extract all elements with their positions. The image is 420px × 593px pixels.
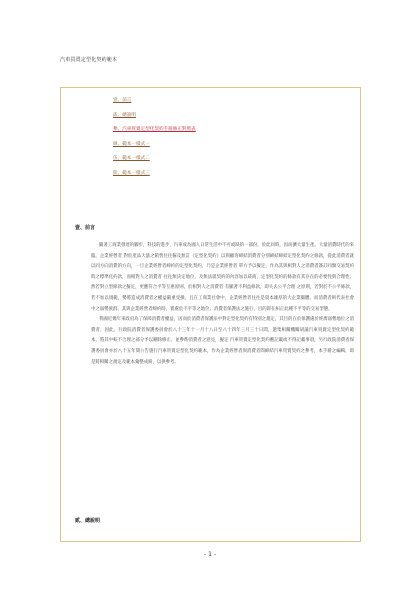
- toc-link-general-description[interactable]: 貳、總說明: [113, 112, 136, 118]
- toc-link-template-form-3[interactable]: 陸、範本一樣式三: [113, 170, 150, 176]
- toc-link-template-form-2[interactable]: 伍、範本一樣式二: [113, 156, 150, 161]
- table-of-contents: [113, 97, 196, 184]
- section-heading-preface: 壹、前言: [75, 225, 96, 231]
- preface-paragraph-1: 隨著工商業發達的腳步，科技的進步，汽車成為國人日常生活中不可或缺的一部份，於此同時，因而擴大量生產。大量消費時代的來臨，企業經營者 對於產品大量之銷售往往僱及無訂（定型化契約）以與顧客締結消費者分別締結締結定型化契約之條款，從此消費者就以同方向消費的方向，一旦企業經營者締約的定型化契約，乃是企業經營者 單方予以擬定，作為其與相對人之消費者簽訂同類交易契約時之標準化約款，而相對人之消費者 往往無決定地位，及無法就契約的內容加以磋商，定型化契約的條款有其存在的必要性與合理性；然若對立型條款之擬定，更應符合平等互惠原則，於相對人之消費者 有顯著不利益條款，即失去公平合理 之原則，若對於不公平條款，若不加以規範，勢將造成消費者之權益嚴重受損，且在工商業社會中，企業經營者往往是資本雄厚的大企業團體，而消費者則代表社會中之弱勢族群，其與企業經營者締約時，實處於不平等之地位；消費者保護法之施行，目的即在糾正此種不平等的交易型態。: [91, 243, 354, 312]
- preface-paragraph-2: 我國近幾年來政府為了保障消費者權益，因而於消費者保護法中對定型化契約有特別之規定，其目的在於保護處於經濟弱勢地位之消費者，因此，行政院消費者保護委員會於八十三年十一月十八日至八十四年三月三十日間，邀集相關機關研議汽車買賣定型化契約範本，將其中較不合理之部分予以刪除修正，並參酌消費者之意見，擬定 汽車買賣定型化契約應記載或不得記載事項，另行政院消費者保護委員會亦於八十五年間公告施行汽車買賣定型化契約範本，作為企業經營者與消費者間締結汽車買賣契約之參考，本手冊之編輯，即是將相關之規定及範本彙整成冊，以供參考。: [91, 317, 354, 365]
- toc-link-template-form-1[interactable]: 肆、範本一樣式一: [113, 141, 150, 147]
- document-title: 汽車買賣定型化契約範本: [60, 57, 118, 63]
- page-number: - 1 -: [204, 551, 216, 558]
- preface-body: [91, 241, 354, 368]
- toc-link-preface[interactable]: 壹、前言: [113, 98, 132, 103]
- toc-link-amendment-table[interactable]: 參、汽車買賣定型化契約手冊修正對照表: [113, 127, 196, 132]
- section-heading-general-description: 貳、總說明: [75, 518, 101, 524]
